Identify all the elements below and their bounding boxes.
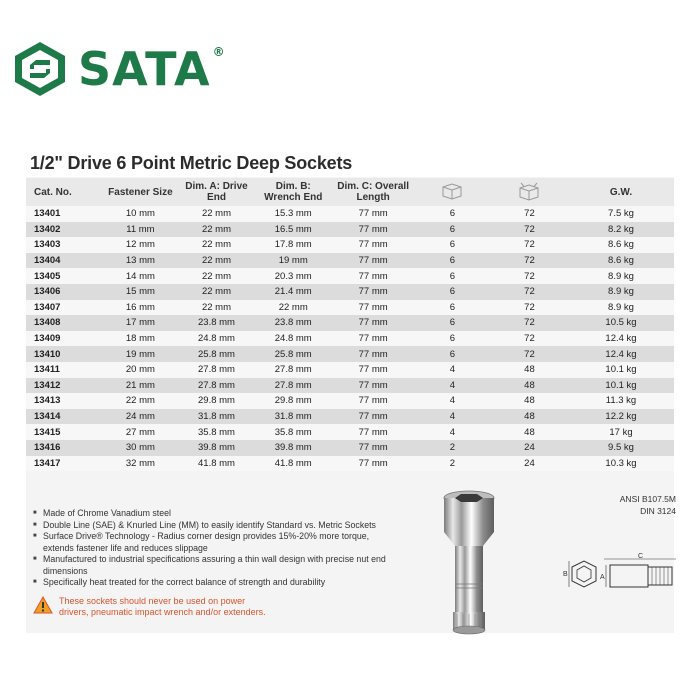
cell-inner-box-qty: 6 — [414, 253, 491, 269]
cell-cat-no: 13402 — [26, 222, 102, 238]
cell-carton-qty: 48 — [491, 393, 568, 409]
feature-item: ■ Double Line (SAE) & Knurled Line (MM) to easily identify Standard vs. Metric Sockets — [33, 520, 393, 532]
cell-cat-no: 13415 — [26, 424, 102, 440]
table-row — [26, 253, 674, 269]
cell-dim-c: 77 mm — [332, 378, 414, 394]
cell-cat-no: 13406 — [26, 284, 102, 300]
page-title: 1/2" Drive 6 Point Metric Deep Sockets — [30, 153, 353, 173]
cell-fastener-size: 27 mm — [102, 424, 179, 440]
cell-dim-a: 29.8 mm — [179, 393, 254, 409]
cell-fastener-size: 22 mm — [102, 393, 179, 409]
cell-dim-c: 77 mm — [332, 206, 414, 222]
cell-carton-qty: 48 — [491, 409, 568, 425]
cell-dim-a: 22 mm — [179, 222, 254, 238]
cell-dim-a: 39.8 mm — [179, 440, 254, 456]
spec-table — [26, 178, 674, 471]
cell-dim-a: 27.8 mm — [179, 362, 254, 378]
cell-dim-c: 77 mm — [332, 393, 414, 409]
cell-fastener-size: 11 mm — [102, 222, 179, 238]
cell-dim-a: 25.8 mm — [179, 346, 254, 362]
cell-dim-b: 15.3 mm — [254, 206, 332, 222]
cell-dim-c: 77 mm — [332, 409, 414, 425]
label-c: C — [638, 553, 644, 560]
label-b: B — [563, 571, 568, 578]
cell-fastener-size: 21 mm — [102, 378, 179, 394]
feature-item: ■ Manufactured to industrial specifications assuring a thin wall design with precise nut end dimensions — [33, 554, 393, 577]
cell-dim-a: 35.8 mm — [179, 424, 254, 440]
cell-dim-a: 22 mm — [179, 300, 254, 316]
table-row — [26, 440, 674, 456]
cell-gross-weight: 12.4 kg — [568, 346, 674, 362]
cell-cat-no: 13412 — [26, 378, 102, 394]
cell-inner-box-qty: 2 — [414, 440, 491, 456]
table-row — [26, 378, 674, 394]
cell-carton-qty: 72 — [491, 268, 568, 284]
cell-fastener-size: 13 mm — [102, 253, 179, 269]
deep-socket-image — [437, 488, 501, 638]
table-row — [26, 268, 674, 284]
cell-gross-weight: 11.3 kg — [568, 393, 674, 409]
cell-fastener-size: 18 mm — [102, 331, 179, 347]
cell-fastener-size: 14 mm — [102, 268, 179, 284]
cell-gross-weight: 10.1 kg — [568, 362, 674, 378]
warning-text: These sockets should never be used on power drivers, pneumatic impact wrench and/or extenders. — [59, 596, 266, 617]
feature-item: ■ Specifically heat treated for the correct balance of strength and durability — [33, 577, 393, 589]
cell-fastener-size: 32 mm — [102, 456, 179, 472]
cell-dim-a: 31.8 mm — [179, 409, 254, 425]
cell-cat-no: 13404 — [26, 253, 102, 269]
cell-gross-weight: 8.6 kg — [568, 253, 674, 269]
sata-logo-icon — [12, 40, 68, 98]
warning-note — [33, 596, 269, 618]
cell-fastener-size: 16 mm — [102, 300, 179, 316]
cell-inner-box-qty: 6 — [414, 237, 491, 253]
cell-dim-c: 77 mm — [332, 300, 414, 316]
cell-gross-weight: 17 kg — [568, 424, 674, 440]
table-row — [26, 456, 674, 472]
cell-dim-b: 41.8 mm — [254, 456, 332, 472]
cell-cat-no: 13403 — [26, 237, 102, 253]
cell-cat-no: 13405 — [26, 268, 102, 284]
col-cat-no: Cat. No. — [26, 178, 102, 206]
cell-dim-c: 77 mm — [332, 424, 414, 440]
cell-dim-a: 22 mm — [179, 284, 254, 300]
cell-cat-no: 13401 — [26, 206, 102, 222]
cell-dim-a: 22 mm — [179, 206, 254, 222]
cell-carton-qty: 48 — [491, 378, 568, 394]
col-inner-box — [414, 178, 491, 206]
cell-carton-qty: 24 — [491, 440, 568, 456]
cell-gross-weight: 12.2 kg — [568, 409, 674, 425]
table-row — [26, 284, 674, 300]
brand-logo — [12, 42, 226, 96]
table-row — [26, 300, 674, 316]
cell-dim-c: 77 mm — [332, 253, 414, 269]
cell-cat-no: 13410 — [26, 346, 102, 362]
cell-inner-box-qty: 2 — [414, 456, 491, 472]
cell-fastener-size: 17 mm — [102, 315, 179, 331]
table-row — [26, 237, 674, 253]
cell-dim-a: 24.8 mm — [179, 331, 254, 347]
cell-dim-a: 27.8 mm — [179, 378, 254, 394]
cell-carton-qty: 24 — [491, 456, 568, 472]
cell-carton-qty: 72 — [491, 253, 568, 269]
cell-gross-weight: 10.1 kg — [568, 378, 674, 394]
table-row — [26, 206, 674, 222]
table-row — [26, 331, 674, 347]
cell-cat-no: 13413 — [26, 393, 102, 409]
cell-dim-b: 31.8 mm — [254, 409, 332, 425]
cell-dim-b: 39.8 mm — [254, 440, 332, 456]
cell-inner-box-qty: 4 — [414, 378, 491, 394]
col-dim-c: Dim. C: Overall Length — [332, 178, 414, 206]
cell-inner-box-qty: 4 — [414, 409, 491, 425]
cell-fastener-size: 24 mm — [102, 409, 179, 425]
cell-cat-no: 13417 — [26, 456, 102, 472]
cell-dim-b: 24.8 mm — [254, 331, 332, 347]
table-body — [26, 206, 674, 471]
cell-dim-c: 77 mm — [332, 456, 414, 472]
carton-icon — [517, 182, 541, 200]
table-row — [26, 393, 674, 409]
cell-fastener-size: 12 mm — [102, 237, 179, 253]
cell-gross-weight: 8.9 kg — [568, 300, 674, 316]
cell-gross-weight: 8.9 kg — [568, 284, 674, 300]
cell-fastener-size: 19 mm — [102, 346, 179, 362]
cell-inner-box-qty: 6 — [414, 331, 491, 347]
cell-fastener-size: 30 mm — [102, 440, 179, 456]
cell-fastener-size: 15 mm — [102, 284, 179, 300]
cell-carton-qty: 72 — [491, 331, 568, 347]
cell-dim-a: 22 mm — [179, 237, 254, 253]
cell-cat-no: 13416 — [26, 440, 102, 456]
cell-dim-b: 35.8 mm — [254, 424, 332, 440]
cell-carton-qty: 72 — [491, 346, 568, 362]
table-row — [26, 222, 674, 238]
cell-dim-b: 19 mm — [254, 253, 332, 269]
table-row — [26, 424, 674, 440]
cell-cat-no: 13411 — [26, 362, 102, 378]
cell-gross-weight: 8.9 kg — [568, 268, 674, 284]
label-a: A — [600, 574, 605, 581]
cell-inner-box-qty: 6 — [414, 268, 491, 284]
cell-inner-box-qty: 4 — [414, 362, 491, 378]
cell-carton-qty: 72 — [491, 206, 568, 222]
cell-dim-c: 77 mm — [332, 284, 414, 300]
cell-dim-b: 29.8 mm — [254, 393, 332, 409]
cell-dim-c: 77 mm — [332, 222, 414, 238]
cell-dim-b: 17.8 mm — [254, 237, 332, 253]
table-row — [26, 346, 674, 362]
cell-gross-weight: 7.5 kg — [568, 206, 674, 222]
cell-dim-c: 77 mm — [332, 362, 414, 378]
col-dim-b: Dim. B: Wrench End — [254, 178, 332, 206]
cell-dim-b: 27.8 mm — [254, 378, 332, 394]
cell-dim-a: 22 mm — [179, 268, 254, 284]
cell-dim-a: 22 mm — [179, 253, 254, 269]
cell-dim-c: 77 mm — [332, 315, 414, 331]
col-dim-a: Dim. A: Drive End — [179, 178, 254, 206]
cell-fastener-size: 20 mm — [102, 362, 179, 378]
cell-dim-c: 77 mm — [332, 346, 414, 362]
cell-dim-c: 77 mm — [332, 237, 414, 253]
cell-carton-qty: 48 — [491, 362, 568, 378]
table-header-row — [26, 178, 674, 206]
cell-gross-weight: 12.4 kg — [568, 331, 674, 347]
cell-dim-c: 77 mm — [332, 331, 414, 347]
cell-inner-box-qty: 6 — [414, 300, 491, 316]
cell-gross-weight: 8.6 kg — [568, 237, 674, 253]
cell-inner-box-qty: 6 — [414, 315, 491, 331]
table-row — [26, 362, 674, 378]
inner-box-icon — [440, 182, 464, 200]
cell-cat-no: 13414 — [26, 409, 102, 425]
brand-name: SATA ® — [78, 42, 226, 96]
cell-dim-a: 23.8 mm — [179, 315, 254, 331]
cell-dim-a: 41.8 mm — [179, 456, 254, 472]
warning-icon — [33, 596, 53, 614]
standards — [620, 493, 676, 517]
cell-carton-qty: 72 — [491, 284, 568, 300]
cell-dim-b: 25.8 mm — [254, 346, 332, 362]
cell-fastener-size: 10 mm — [102, 206, 179, 222]
cell-dim-b: 23.8 mm — [254, 315, 332, 331]
cell-carton-qty: 72 — [491, 222, 568, 238]
cell-dim-b: 16.5 mm — [254, 222, 332, 238]
cell-inner-box-qty: 6 — [414, 222, 491, 238]
cell-cat-no: 13408 — [26, 315, 102, 331]
cell-carton-qty: 72 — [491, 315, 568, 331]
cell-dim-c: 77 mm — [332, 440, 414, 456]
cell-dim-b: 20.3 mm — [254, 268, 332, 284]
cell-gross-weight: 10.3 kg — [568, 456, 674, 472]
standard-ansi: ANSI B107.5M — [619, 494, 676, 504]
cell-dim-b: 27.8 mm — [254, 362, 332, 378]
feature-item: ■ Surface Drive® Technology - Radius corner design provides 15%-20% more torque, extends fastener life and reduces slippage — [33, 531, 393, 554]
col-fastener-size: Fastener Size — [102, 178, 179, 206]
cell-cat-no: 13409 — [26, 331, 102, 347]
cell-inner-box-qty: 6 — [414, 206, 491, 222]
col-gross-weight: G.W. — [568, 178, 674, 206]
cell-inner-box-qty: 6 — [414, 284, 491, 300]
cell-dim-b: 21.4 mm — [254, 284, 332, 300]
cell-inner-box-qty: 6 — [414, 346, 491, 362]
table-row — [26, 315, 674, 331]
cell-carton-qty: 48 — [491, 424, 568, 440]
col-carton — [491, 178, 568, 206]
cell-cat-no: 13407 — [26, 300, 102, 316]
cell-dim-c: 77 mm — [332, 268, 414, 284]
cell-dim-b: 22 mm — [254, 300, 332, 316]
cell-gross-weight: 8.2 kg — [568, 222, 674, 238]
feature-item: ■ Made of Chrome Vanadium steel — [33, 508, 393, 520]
cell-inner-box-qty: 4 — [414, 424, 491, 440]
cell-gross-weight: 10.5 kg — [568, 315, 674, 331]
cell-inner-box-qty: 4 — [414, 393, 491, 409]
cell-carton-qty: 72 — [491, 237, 568, 253]
cell-carton-qty: 72 — [491, 300, 568, 316]
feature-list — [33, 508, 393, 589]
dimension-diagram — [563, 553, 678, 601]
standard-din: DIN 3124 — [640, 506, 676, 516]
table-row — [26, 409, 674, 425]
cell-gross-weight: 9.5 kg — [568, 440, 674, 456]
